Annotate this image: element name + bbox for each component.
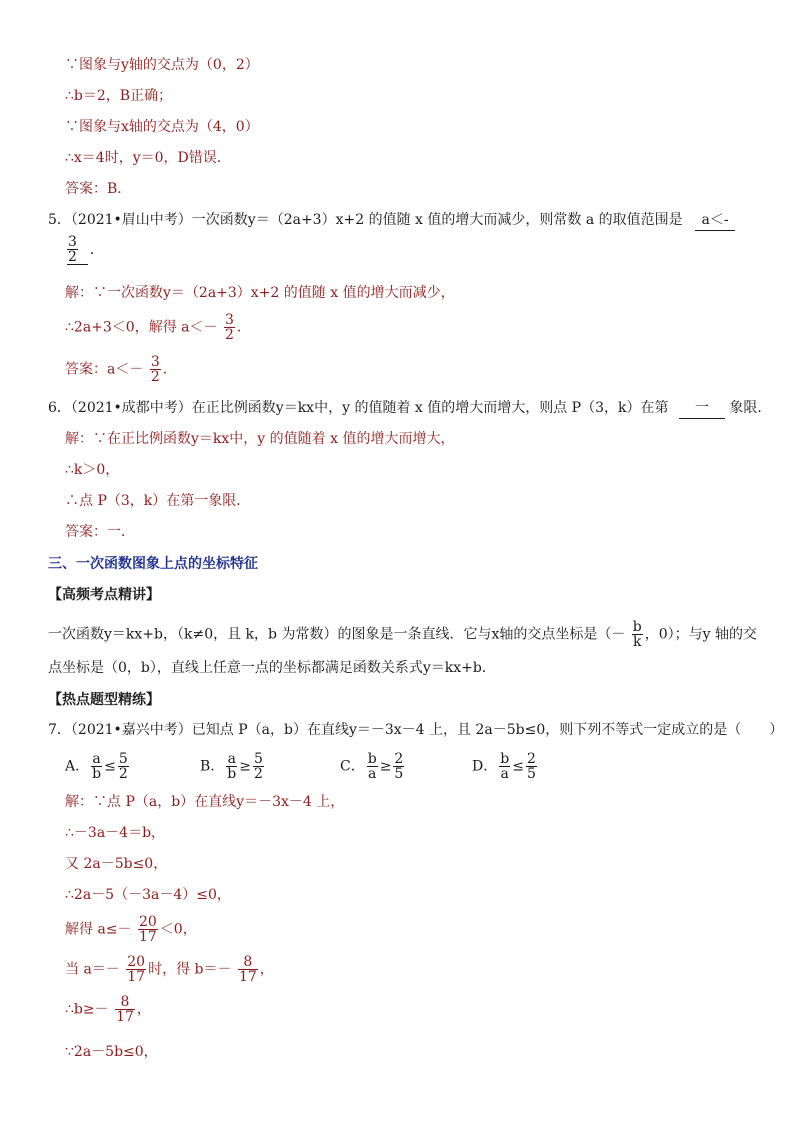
solution-line: ∴点 P（3，k）在第一象限． (65, 493, 251, 509)
solution-line (65, 955, 274, 984)
solution-text: ， (259, 961, 274, 978)
fraction-numerator: a (227, 751, 236, 767)
subsection-heading: 【热点题型精练】 (48, 692, 160, 708)
fraction-numerator: 3 (224, 312, 234, 328)
question-7: 7．（2021•嘉兴中考）已知点 P（a，b）在直线y＝－3x－4 上，且 2a－5b≤0，则下列不等式一定成立的是（ ） (48, 722, 784, 738)
question-6 (48, 398, 771, 419)
fraction-numerator: 20 (138, 914, 157, 930)
solution-line: 解：∵点 P（a，b）在直线y＝－3x－4 上， (65, 794, 345, 810)
answer-blank: a＜- (695, 210, 735, 231)
fraction (226, 752, 237, 781)
option-label: D． (472, 758, 498, 775)
fraction (499, 752, 510, 781)
option-label: B． (200, 758, 225, 775)
fraction-denominator: 5 (526, 766, 536, 782)
question-text: 6．（2021•成都中考）在正比例函数y＝kx中，y 的值随着 x 值的增大而增大，则点 P（3，k）在第 (48, 400, 669, 416)
fraction-numerator: 20 (127, 954, 146, 970)
fraction (138, 915, 158, 944)
fraction-denominator: 17 (116, 1009, 134, 1025)
answer-line (65, 355, 177, 384)
answer-line: 答案：一． (65, 524, 135, 540)
knowledge-paragraph (48, 620, 757, 649)
fraction (526, 752, 537, 781)
answer-blank: 一 (679, 398, 725, 419)
fraction-denominator: 17 (127, 969, 146, 985)
solution-line (65, 915, 197, 944)
option-label: C． (340, 758, 365, 775)
solution-line: ∴－3a－4＝b， (65, 825, 166, 841)
answer-line: 答案：B． (65, 181, 132, 197)
solution-line (65, 313, 251, 342)
fraction-denominator: 2 (224, 327, 234, 343)
fraction-numerator: 5 (254, 751, 263, 767)
solution-text: ∴2a+3＜0，解得 a＜－ (65, 319, 218, 336)
fraction-denominator: a (500, 766, 509, 782)
fraction (253, 752, 264, 781)
fraction-denominator: 2 (68, 249, 77, 265)
fraction-denominator: 17 (138, 929, 157, 945)
solution-line: 解：∵一次函数y＝（2a+3）x+2 的值随 x 值的增大而减少， (65, 285, 455, 301)
fraction-denominator: 2 (254, 766, 263, 782)
option-d (472, 752, 539, 781)
fraction (126, 955, 146, 984)
relation-sign: ≥ (379, 758, 392, 775)
fraction-denominator: k (633, 634, 642, 650)
fraction-numerator: 8 (115, 995, 135, 1010)
solution-line: 又 2a－5b≤0， (65, 856, 168, 872)
fraction-numerator: 2 (394, 751, 404, 767)
fraction-numerator: 3 (150, 354, 160, 370)
section-heading: 三、一次函数图象上点的坐标特征 (48, 556, 258, 572)
question-text: 5．（2021•眉山中考）一次函数y＝（2a+3）x+2 的值随 x 值的增大而减少，则常数 a 的取值范围是 (48, 212, 683, 228)
fraction-numerator: b (500, 751, 510, 767)
subsection-heading: 【高频考点精讲】 (48, 587, 160, 603)
solution-line: ∵2a－5b≤0， (65, 1044, 158, 1060)
knowledge-paragraph: 点坐标是（0，b），直线上任意一点的坐标都满足函数关系式y＝kx+b． (48, 660, 496, 676)
solution-line: ∵图象与x轴的交点为（4，0） (65, 119, 259, 135)
relation-sign: ≥ (239, 758, 251, 775)
fraction-denominator: a (368, 766, 377, 782)
fraction (238, 955, 258, 984)
option-c (340, 752, 406, 781)
fraction (224, 313, 235, 342)
fraction-numerator: 5 (118, 751, 128, 767)
fraction (67, 235, 88, 265)
option-b (200, 752, 266, 781)
fraction-denominator: 5 (394, 766, 404, 782)
solution-text: ， (136, 1001, 151, 1018)
paragraph-text: 一次函数y＝kx+b，（k≠0，且 k，b 为常数）的图象是一条直线．它与x轴的交点坐标是（－ (48, 626, 626, 643)
solution-line: ∴b＝2，B正确； (65, 88, 173, 104)
solution-line: ∴k＞0， (65, 462, 120, 478)
punctuation: ． (89, 242, 104, 258)
answer-blank-continuation (65, 235, 104, 265)
fraction-numerator: 2 (526, 751, 536, 767)
fraction-numerator: b (632, 619, 642, 635)
solution-text: 解得 a≤－ (65, 921, 132, 938)
fraction (91, 752, 102, 781)
fraction-denominator: b (92, 766, 102, 782)
option-label: A． (65, 758, 90, 775)
answer-text: 答案：a＜－ (65, 361, 144, 378)
solution-line: ∴x＝4时，y＝0，D错误． (65, 150, 231, 166)
solution-text: 时，得 b＝－ (148, 961, 232, 978)
fraction (632, 620, 643, 649)
fraction-numerator: a (92, 751, 101, 767)
relation-sign: ≤ (104, 758, 116, 775)
solution-text: ∴b≥－ (65, 1001, 109, 1018)
punctuation: ． (162, 361, 177, 378)
paragraph-text: ，0）；与y 轴的交 (644, 626, 758, 643)
question-5 (48, 210, 735, 231)
solution-text: ＜0， (159, 921, 197, 938)
fraction-denominator: 17 (238, 969, 257, 985)
fraction (393, 752, 404, 781)
fraction (115, 995, 135, 1024)
solution-line (65, 995, 151, 1024)
fraction-numerator: b (367, 751, 377, 767)
fraction-denominator: b (227, 766, 237, 782)
fraction (118, 752, 129, 781)
relation-sign: ≤ (512, 758, 524, 775)
fraction-denominator: 2 (150, 369, 160, 385)
solution-line: 解：∵在正比例函数y＝kx中，y 的值随着 x 值的增大而增大， (65, 431, 455, 447)
fraction (367, 752, 378, 781)
solution-text: 当 a＝－ (65, 961, 120, 978)
punctuation: ． (236, 319, 251, 336)
solution-line: ∵图象与y轴的交点为（0，2） (65, 57, 259, 73)
question-text-tail: 象限． (729, 400, 772, 416)
fraction-numerator: 8 (238, 955, 258, 970)
fraction (150, 355, 161, 384)
fraction-denominator: 2 (118, 766, 128, 782)
solution-line: ∴2a－5（－3a－4）≤0， (65, 887, 231, 903)
fraction-numerator: 3 (68, 234, 77, 250)
option-a (65, 752, 131, 781)
